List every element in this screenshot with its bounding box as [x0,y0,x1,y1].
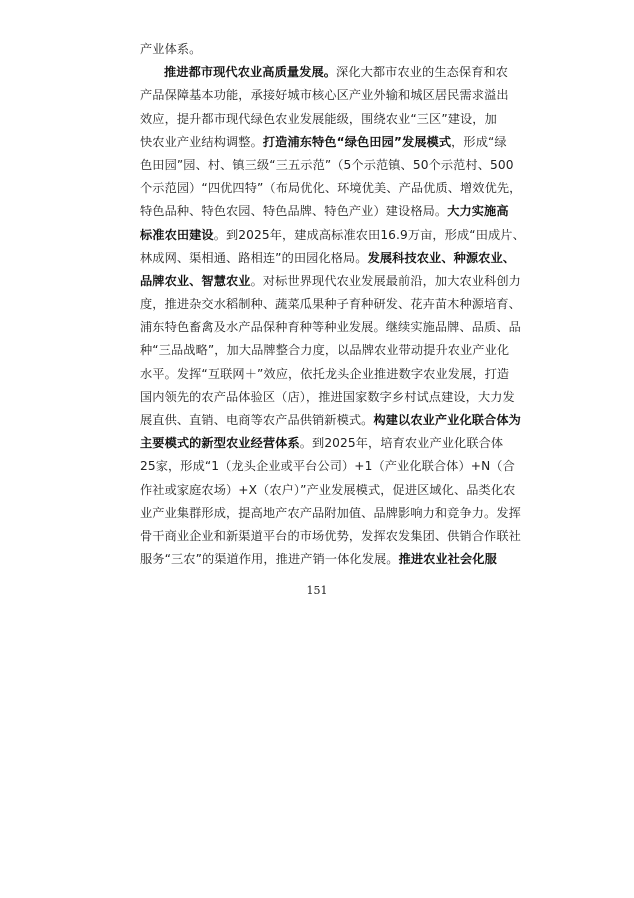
text-segment: 。到2025年，培育农业产业化联合体 [299,436,504,451]
text-line [140,200,509,223]
text-line [140,409,521,432]
text-segment: 产业体系。 [140,42,202,56]
text-segment: 国内领先的农产品体验区（店），推进国家数字乡村试点建设，大力发 [140,389,515,404]
text-segment: 特色品种、特色农园、特色品牌、特色产业）建设格局。 [140,204,448,219]
body-text [140,38,525,571]
bold-text-segment: 打造浦东特色“绿色田园”发展模式 [262,134,452,149]
text-line [140,108,502,131]
bold-text-segment: 品牌农业、智慧农业 [140,273,251,288]
text-line [140,131,507,154]
text-segment: 效应，提升都市现代绿色农业发展能级，围绕农业“三区”建设，加 [140,111,497,126]
text-line [140,432,502,455]
bold-text-segment: 大力实施高 [447,204,509,219]
text-segment: 种“三品战略”，加大品牌整合力度，以品牌农业带动提升农业产业化 [140,343,510,358]
text-segment: ，形成“绿 [451,134,507,149]
text-line [140,293,521,316]
text-line [140,339,510,362]
text-segment: 25家，形成“1（龙头企业或平台公司）+1（产业化联合体）+N（合 [140,459,515,474]
text-line [140,525,521,548]
text-line [140,548,502,571]
bold-text-segment: 主要模式的新型农业经营体系 [140,436,300,451]
text-line [140,61,509,84]
text-segment: 作社或家庭农场）+X（农户）”产业发展模式，促进区域化、品类化农 [140,482,516,497]
bold-text-segment: 构建以农业产业化联合体为 [373,413,521,427]
text-line [140,247,516,270]
bold-text-segment: 发展科技农业、种源农业、 [367,250,516,265]
text-segment: 色田园”园、村、镇三级“三五示范”（5个示范镇、50个示范村、500 [140,157,514,172]
text-segment: 。对标世界现代农业发展最前沿，加大农业科创力 [250,273,521,288]
text-segment: 浦东特色畜禽及水产品保种育种等种业发展。继续实施品牌、品质、品 [140,320,521,335]
text-segment: 。到2025年，建成高标准农田16.9万亩，形成“田成片、 [213,227,525,242]
text-line [140,154,514,177]
text-line [140,270,521,293]
text-segment: 个示范园）“四优四特”（布局优化、环境优美、产品优质、增效优先， [140,181,522,196]
text-line [140,316,521,339]
text-line [140,38,502,61]
text-segment: 水平。发挥“互联网＋”效应，依托龙头企业推进数字农业发展，打造 [140,366,510,381]
text-segment: 深化大都市农业的生态保育和农 [336,65,509,80]
bold-text-segment: 标准农田建设 [140,227,214,242]
text-line [140,177,522,200]
text-line [140,455,515,478]
text-segment: 服务“三农”的渠道作用，推进产销一体化发展。 [140,552,399,567]
text-line [140,502,521,525]
bold-text-segment: 推进农业社会化服 [398,552,497,567]
text-segment: 骨干商业企业和新渠道平台的市场优势，发挥农发集团、供销合作联社 [140,528,521,543]
text-line [140,84,509,107]
text-line [140,224,525,247]
text-line [140,363,510,386]
text-line [140,386,515,409]
text-segment: 度，推进杂交水稻制种、蔬菜瓜果种子育种研发、花卉苗木种源培育、 [140,297,521,312]
text-segment: 快农业产业结构调整。 [140,134,263,149]
page-number: 151 [306,584,328,597]
text-segment: 产品保障基本功能，承接好城市核心区产业外输和城区居民需求溢出 [140,88,509,103]
text-segment: 林成网、渠相通、路相连”的田园化格局。 [140,250,368,265]
text-line [140,479,516,502]
text-segment: 展直供、直销、电商等农产品供销新模式。 [140,413,374,427]
bold-text-segment: 推进都市现代农业高质量发展。 [164,65,337,80]
text-segment: 业产业集群形成，提高地产农产品附加值、品牌影响力和竞争力。发挥 [140,505,521,520]
